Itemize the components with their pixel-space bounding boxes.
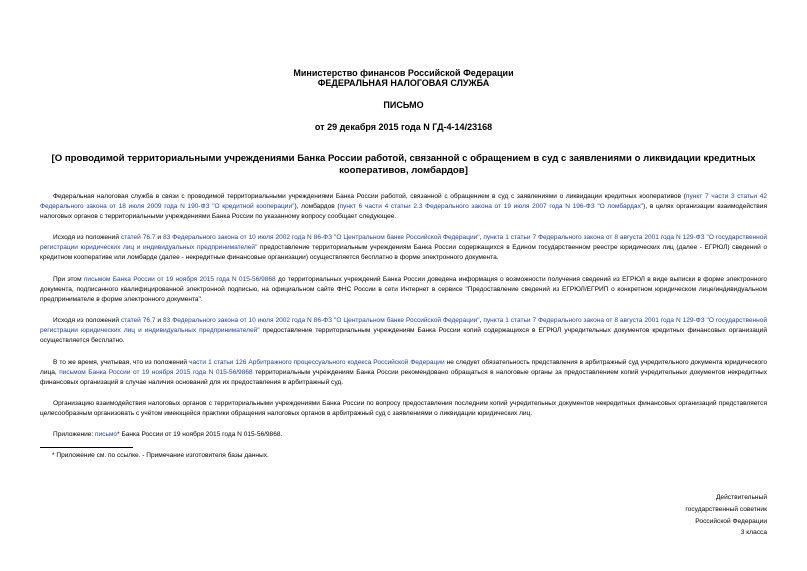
link-central-bank-law[interactable]: 83 Федерального закона от 10 июля 2002 года N 86-ФЗ "О Центральном банке Российской Федерации" xyxy=(163,234,480,241)
ministry-name: Министерство финансов Российской Федерации xyxy=(293,68,514,78)
paragraph-5: В то же время, учитывая, что из положений части 1 статьи 126 Арбитражного процессуального кодекса Российской Федерации не следует обязательность представления в арбитражный суд учредительного документа юридического лица, письмом Банка России от 19 ноября 2015 года N 015-56/9868 территориальным учреждениям Банка России рекомендовано обращаться в налоговые органы за предоставлением копий учредительных документов некредитных финансовых организаций в случае наличия оснований для их предоставления в арбитражный суд. xyxy=(40,359,767,387)
document-date-number: от 29 декабря 2015 года N ГД-4-14/23168 xyxy=(314,122,493,132)
paragraph-2: Исходя из положений статей 76.7 и 83 Федерального закона от 10 июля 2002 года N 86-ФЗ "О Центральном банке Российской Федерации", пункта 1 статьи 7 Федерального закона от 8 августа 2001 года N 129-ФЗ "О государственной регистрации юридических лиц и индивидуальных предпринимателей" предоставление территориальным учреждениям Банка России содержащихся в Едином государственном реестре юридических лиц (далее - ЕГРЮЛ) сведений о кредитном кооперативе или ломбарде (далее - некредитные финансовые организации) осуществляется бесплатно в форме электронного документа. xyxy=(40,234,768,262)
link-article-76-7[interactable]: статей 76.7 xyxy=(120,317,156,324)
link-registration-law[interactable]: пункта 1 статьи 7 Федерального закона от 8 августа 2001 года N 129-ФЗ "О государственной регистрации юридических лиц и индивидуальных предпринимателей" xyxy=(40,317,768,335)
signature-block xyxy=(627,492,767,539)
paragraph-1: Федеральная налоговая служба в связи с проводимой территориальными учреждениями Банка России работой, связанной с обращением в суд с заявлениями о ликвидации кредитных кооперативов (пункт 7 части 3 статьи 42 Федерального закона от 18 июля 2009 года N 190-ФЗ "О кредитной кооперации"), ломбардов (пункт 6 части 4 статьи 2.3 Федерального закона от 19 июля 2007 года N 196-ФЗ "О ломбардах"), в целях организации взаимодействия налоговых органов с территориальными учреждениями Банка России по указанному вопросу сообщает следующее. xyxy=(40,193,768,221)
link-article-76-7[interactable]: статей 76.7 xyxy=(120,234,156,241)
link-bank-letter[interactable]: письмом Банка России от 19 ноября 2015 года N 015-56/9868 xyxy=(59,369,253,377)
paragraph-3: При этом письмом Банка России от 19 ноября 2015 года N 015-56/9868 до территориальных учреждений Банка России доведена информация о возможности получения сведений из ЕГРЮЛ в виде выписки в форме электронного документа, подписанного квалифицированной электронной подписью, на официальном сайте ФНС России в сети Интернет в сервисе "Предоставление сведений из ЕГРЮЛ/ЕГРИП о конкретном юридическом лице/индивидуальном предпринимателе в форме электронного документа". xyxy=(40,276,767,304)
link-credit-cooperation-law[interactable]: пункт 7 части 3 статьи 42 Федерального закона от 18 июля 2009 года N 190-ФЗ "О кредитной кооперации" xyxy=(40,193,768,211)
document-type: ПИСЬМО xyxy=(383,100,424,110)
document-title: [О проводимой территориальными учреждениями Банка России работой, связанной с обращением в суд с заявлениями о ликвидации кредитных кооперативов, ломбардов] xyxy=(51,153,756,176)
link-central-bank-law[interactable]: 83 Федерального закона от 10 июля 2002 года N 86-ФЗ "О Центральном банке Российской Федерации" xyxy=(163,317,480,324)
footnote-divider xyxy=(40,447,133,448)
link-bank-letter[interactable]: письмом Банка России от 19 ноября 2015 года N 015-56/9868 xyxy=(83,276,276,283)
link-attachment-letter[interactable]: письмо xyxy=(95,431,118,438)
link-pawnshops-law[interactable]: пункт 6 части 4 статьи 2.3 Федерального закона от 19 июля 2007 года N 196-ФЗ "О ломбардах" xyxy=(339,203,644,211)
signature-line-4: 3 класса xyxy=(740,529,767,537)
link-arbitration-code[interactable]: части 1 статьи 126 Арбитражного процессуального кодекса Российской Федерации xyxy=(189,359,445,366)
link-registration-law[interactable]: пункта 1 статьи 7 Федерального закона от 8 августа 2001 года N 129-ФЗ "О государственной регистрации юридических лиц и индивидуальных предпринимателей" xyxy=(40,234,768,252)
service-name: ФЕДЕРАЛЬНАЯ НАЛОГОВАЯ СЛУЖБА xyxy=(317,78,490,88)
attachment-line: Приложение: письмо* Банка России от 19 ноября 2015 года N 015-56/9868. xyxy=(53,431,283,438)
signature-line-2: государственный советник xyxy=(685,505,767,513)
signature-line-3: Российской Федерации xyxy=(695,517,767,525)
footnote: * Приложение см. по ссылке. - Примечание изготовителя базы данных. xyxy=(52,452,269,459)
paragraph-6: Организацию взаимодействия налоговых органов с территориальными учреждениями Банка России по вопросу предоставления последним копий учредительных документов некредитных финансовых организаций представляется целесообразным организовать с учётом имеющейся практики обращения налоговых органов в арбитражный суд с заявлениями о ликвидации юридических лиц. xyxy=(40,400,767,418)
paragraph-4: Исходя из положений статей 76.7 и 83 Федерального закона от 10 июля 2002 года N 86-ФЗ "О Центральном банке Российской Федерации", пункта 1 статьи 7 Федерального закона от 8 августа 2001 года N 129-ФЗ "О государственной регистрации юридических лиц и индивидуальных предпринимателей" предоставление территориальным учреждениям Банка России копий содержащихся в ЕГРЮЛ учредительных документов кредитных финансовых организаций осуществляется бесплатно. xyxy=(40,317,768,345)
signature-line-1: Действительный xyxy=(715,494,767,501)
